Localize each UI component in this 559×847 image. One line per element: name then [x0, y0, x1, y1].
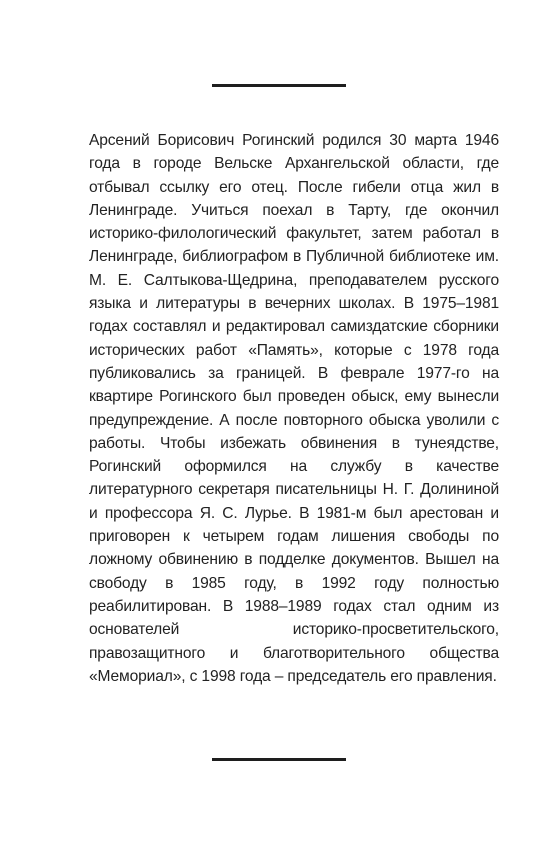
biography-paragraph: Арсений Борисович Рогинский родился 30 марта 1946 года в городе Вельске Архангельской области, где отбывал ссылку его отец. После гибели отца жил в Ленинграде. Учиться поехал в Тарту, где окончил историко-филологический факультет, затем работал в Ленинграде, библиографом в Публичной библиотеке им. М. Е. Салтыкова-Щедрина, преподавателем русского языка и литературы в вечерних школах. В 1975–1981 годах составлял и редактировал самиздатские сборники исторических работ «Память», которые с 1978 года публиковались за границей. В феврале 1977-го на квартире Рогинского был проведен обыск, ему вынесли предупреждение. А после повторного обыска уволили с работы. Чтобы избежать обвинения в тунеядстве, Рогинский оформился на службу в качестве литературного секретаря писательницы Н. Г. Долининой и профессора Я. С. Лурье. В 1981-м был арестован и приговорен к четырем годам лишения свободы по ложному обвинению в подделке документов. Вышел на свободу в 1985 году, в 1992 году полностью реабилитирован. В 1988–1989 годах стал одним из основателей историко-просветительского, правозащитного и благотворительного общества «Мемориал», с 1998 года – председатель его правления. [89, 132, 499, 685]
top-divider [212, 84, 346, 87]
bottom-divider [212, 758, 346, 761]
